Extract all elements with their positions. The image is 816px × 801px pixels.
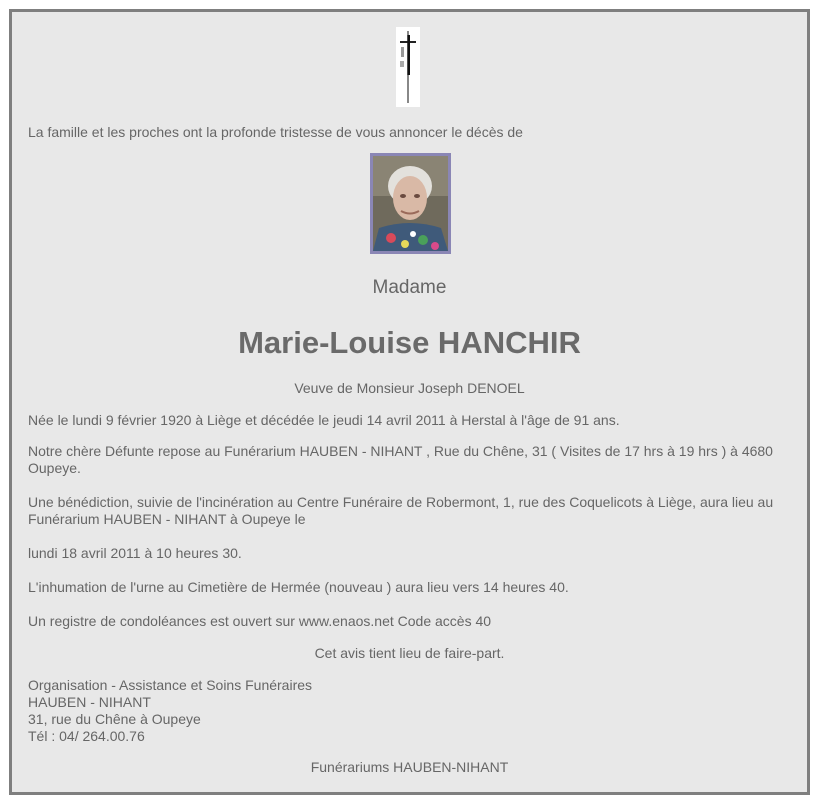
ceremony-date-text: lundi 18 avril 2011 à 10 heures 30. bbox=[28, 545, 242, 561]
organisation-line: Organisation - Assistance et Soins Funéraires bbox=[28, 677, 313, 693]
cross-icon bbox=[396, 27, 420, 107]
organisation-phone: Tél : 04/ 264.00.76 bbox=[28, 728, 145, 744]
portrait-photo bbox=[370, 153, 451, 254]
burial-text: L'inhumation de l'urne au Cimetière de Hermée (nouveau ) aura lieu vers 14 heures 40. bbox=[28, 579, 569, 595]
birth-death-text: Née le lundi 9 février 1920 à Liège et décédée le jeudi 14 avril 2011 à Herstal à l'âge de 91 ans. bbox=[28, 412, 620, 428]
register-text: Un registre de condoléances est ouvert sur www.enaos.net Code accès 40 bbox=[28, 613, 492, 629]
organisation-address: 31, rue du Chêne à Oupeye bbox=[28, 711, 201, 727]
notice-content bbox=[12, 12, 807, 792]
rest-text: Notre chère Défunte repose au Funérarium HAUBEN - NIHANT , Rue du Chêne, 31 ( Visites de 17 hrs à 19 hrs ) à 4680 Oupeye. bbox=[28, 443, 773, 476]
honorific-title: Madame bbox=[372, 277, 447, 298]
blessing-text: Une bénédiction, suivie de l'incinération au Centre Funéraire de Robermont, 1, rue des Coquelicots à Liège, aura lieu au Funérarium HAUBEN - NIHANT à Oupeye le bbox=[28, 494, 774, 527]
organisation-block bbox=[28, 677, 788, 745]
widow-text: Veuve de Monsieur Joseph DENOEL bbox=[294, 380, 525, 396]
organisation-name: HAUBEN - NIHANT bbox=[28, 694, 151, 710]
notice-frame bbox=[9, 9, 810, 795]
intro-text: La famille et les proches ont la profonde tristesse de vous annoncer le décès de bbox=[28, 124, 523, 140]
deceased-name: Marie-Louise HANCHIR bbox=[238, 325, 581, 360]
faire-part-text: Cet avis tient lieu de faire-part. bbox=[314, 645, 505, 661]
footer-text: Funérariums HAUBEN-NIHANT bbox=[310, 759, 509, 775]
